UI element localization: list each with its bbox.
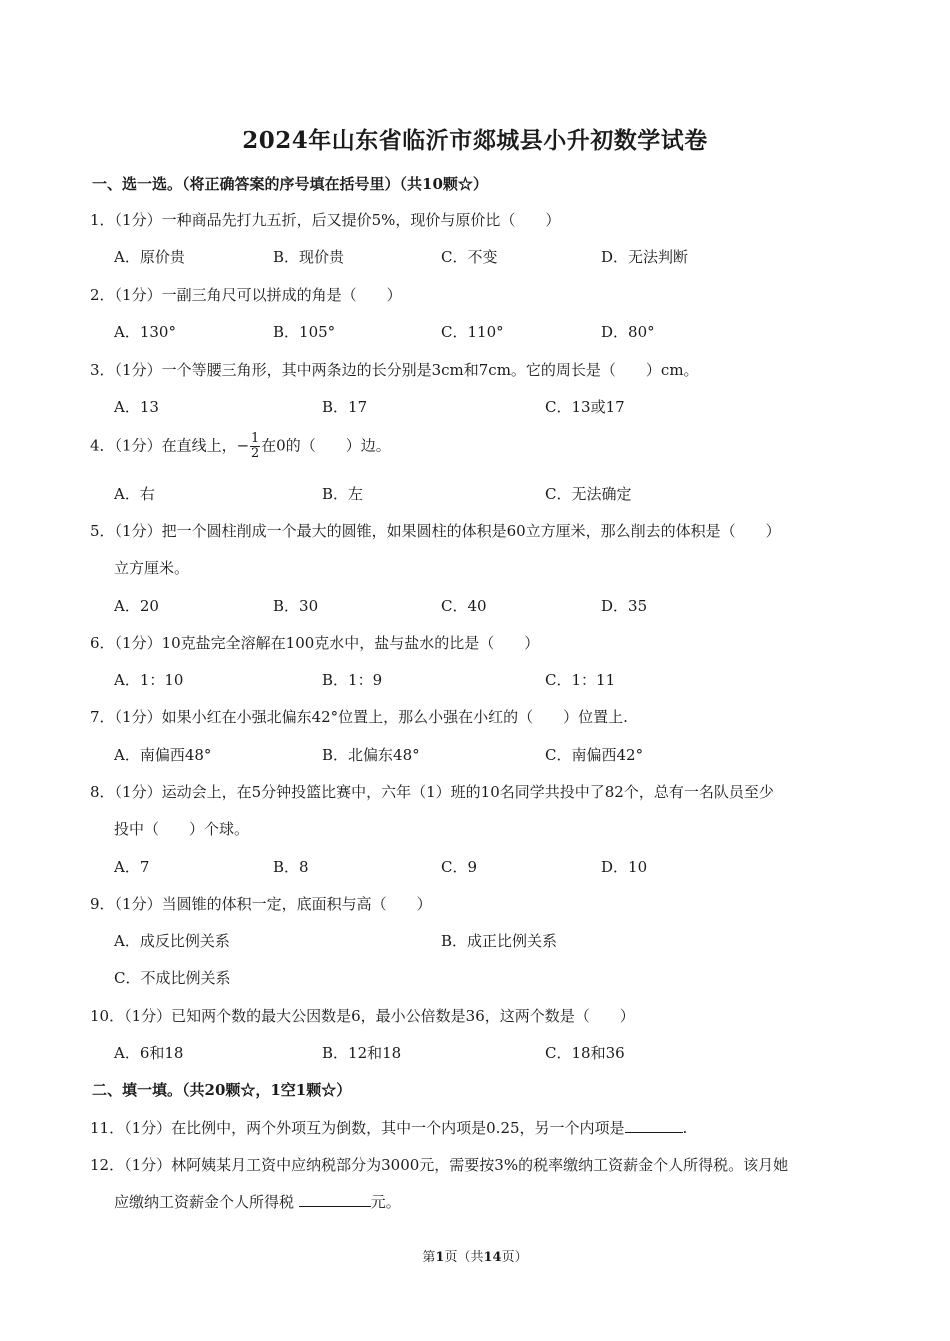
q1-option-c: C．不变 bbox=[441, 248, 498, 266]
question-9: 9．（1分）当圆锥的体积一定，底面积与高（ ） bbox=[90, 895, 432, 913]
q5-option-c: C．40 bbox=[441, 597, 487, 615]
q4-option-a: A．右 bbox=[114, 485, 155, 503]
q1-option-d: D．无法判断 bbox=[601, 248, 689, 266]
answer-blank[interactable] bbox=[625, 1117, 683, 1133]
q4-option-b: B．左 bbox=[322, 485, 364, 503]
q6-option-b: B．1：9 bbox=[322, 671, 383, 689]
q11-text: 11．（1分）在比例中，两个外项互为倒数，其中一个内项是0.25，另一个内项是 bbox=[90, 1119, 625, 1137]
question-10: 10．（1分）已知两个数的最大公因数是6，最小公倍数是36，这两个数是（ ） bbox=[90, 1007, 635, 1025]
page-footer bbox=[0, 1246, 950, 1265]
fraction-denominator: 2 bbox=[251, 446, 260, 461]
q3-option-c: C．13或17 bbox=[545, 398, 625, 416]
q9-option-b: B．成正比例关系 bbox=[441, 932, 558, 950]
question-2: 2．（1分）一副三角尺可以拼成的角是（ ） bbox=[90, 286, 402, 304]
question-7: 7．（1分）如果小红在小强北偏东42°位置上，那么小强在小红的（ ）位置上. bbox=[90, 708, 628, 726]
q4-option-c: C．无法确定 bbox=[545, 485, 632, 503]
section-heading-1: 一、选一选。（将正确答案的序号填在括号里）（共10颗☆） bbox=[92, 175, 488, 193]
fraction-numerator: 1 bbox=[251, 431, 260, 446]
question-5: 5．（1分）把一个圆柱削成一个最大的圆锥，如果圆柱的体积是60立方厘米，那么削去的体积是（ ） bbox=[90, 522, 781, 540]
q4-text-after: 在0的（ ）边。 bbox=[261, 436, 391, 455]
q3-option-a: A．13 bbox=[114, 398, 159, 416]
footer-suffix: 页） bbox=[501, 1250, 528, 1265]
q11-end: . bbox=[682, 1119, 688, 1137]
question-11 bbox=[90, 1117, 687, 1138]
answer-blank[interactable] bbox=[299, 1191, 371, 1207]
q2-option-a: A．130° bbox=[114, 323, 176, 341]
page-number: 1 bbox=[435, 1250, 445, 1265]
q5-option-b: B．30 bbox=[273, 597, 319, 615]
page-title: 2024年山东省临沂市郯城县小升初数学试卷 bbox=[242, 127, 708, 154]
q7-option-a: A．南偏西48° bbox=[114, 746, 212, 764]
q8-option-d: D．10 bbox=[601, 858, 648, 876]
question-12-continued bbox=[114, 1191, 401, 1212]
q6-option-c: C．1：11 bbox=[545, 671, 616, 689]
q10-option-b: B．12和18 bbox=[322, 1044, 402, 1062]
question-8-continued: 投中（ ）个球。 bbox=[114, 820, 250, 838]
q10-option-a: A．6和18 bbox=[114, 1044, 184, 1062]
q8-option-c: C．9 bbox=[441, 858, 478, 876]
q5-option-a: A．20 bbox=[114, 597, 159, 615]
question-8: 8．（1分）运动会上，在5分钟投篮比赛中，六年（1）班的10名同学共投中了82个，总有一名队员至少 bbox=[90, 783, 774, 801]
q5-option-d: D．35 bbox=[601, 597, 648, 615]
q9-option-c: C．不成比例关系 bbox=[114, 969, 231, 987]
q2-option-b: B．105° bbox=[273, 323, 336, 341]
q2-option-d: D．80° bbox=[601, 323, 655, 341]
question-3: 3．（1分）一个等腰三角形，其中两条边的长分别是3cm和7cm。它的周长是（ ）cm。 bbox=[90, 361, 699, 379]
q12-end: 元。 bbox=[370, 1193, 401, 1211]
question-4 bbox=[90, 432, 391, 461]
total-pages: 14 bbox=[483, 1250, 502, 1265]
q9-option-a: A．成反比例关系 bbox=[114, 932, 230, 950]
q1-option-a: A．原价贵 bbox=[114, 248, 185, 266]
question-6: 6．（1分）10克盐完全溶解在100克水中，盐与盐水的比是（ ） bbox=[90, 634, 540, 652]
q8-option-a: A．7 bbox=[114, 858, 150, 876]
q7-option-c: C．南偏西42° bbox=[545, 746, 644, 764]
q8-option-b: B．8 bbox=[273, 858, 309, 876]
q4-text-before: 4．（1分）在直线上，− bbox=[90, 436, 250, 455]
question-5-continued: 立方厘米。 bbox=[114, 559, 190, 577]
fraction-one-half bbox=[250, 432, 260, 461]
q12-cont-text: 应缴纳工资薪金个人所得税 bbox=[114, 1193, 295, 1211]
q2-option-c: C．110° bbox=[441, 323, 504, 341]
section-heading-2: 二、填一填。（共20颗☆，1空1颗☆） bbox=[92, 1081, 352, 1099]
footer-mid: 页（共 bbox=[444, 1250, 484, 1265]
question-12: 12．（1分）林阿姨某月工资中应纳税部分为3000元，需要按3%的税率缴纳工资薪金个人所得税。该月她 bbox=[90, 1156, 789, 1174]
q3-option-b: B．17 bbox=[322, 398, 368, 416]
q6-option-a: A．1：10 bbox=[114, 671, 184, 689]
q10-option-c: C．18和36 bbox=[545, 1044, 625, 1062]
q7-option-b: B．北偏东48° bbox=[322, 746, 420, 764]
q1-option-b: B．现价贵 bbox=[273, 248, 345, 266]
footer-prefix: 第 bbox=[422, 1250, 436, 1265]
question-1: 1．（1分）一种商品先打九五折，后又提价5%，现价与原价比（ ） bbox=[90, 211, 561, 229]
